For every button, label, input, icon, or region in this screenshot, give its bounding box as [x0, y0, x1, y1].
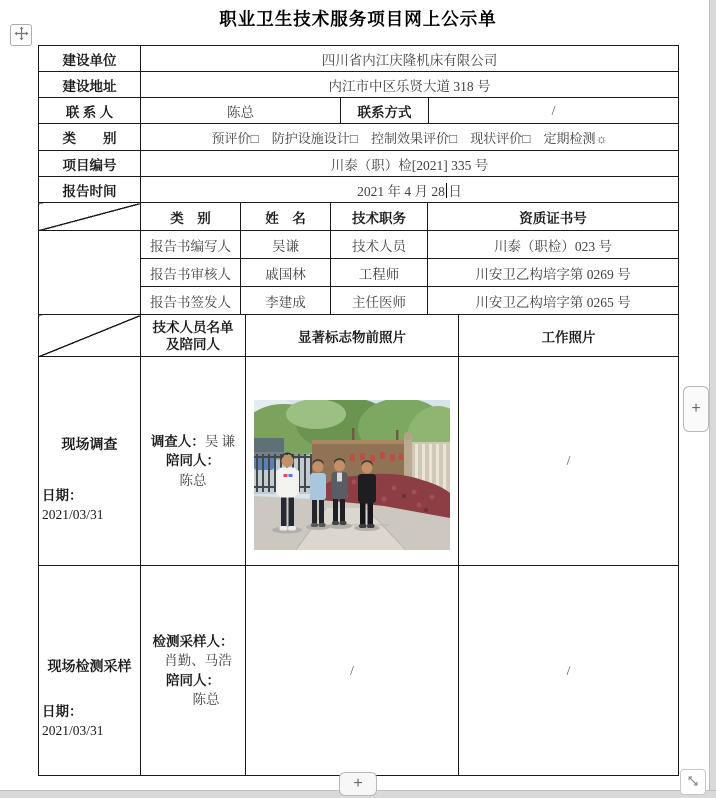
- add-row-button[interactable]: +: [339, 772, 377, 796]
- table-move-handle[interactable]: [10, 24, 32, 46]
- empty-merged-cell: [39, 231, 141, 315]
- diagonal-header-cell: [39, 315, 141, 357]
- project-number-value: 川泰（职）检[2021] 335 号: [141, 151, 679, 177]
- personnel-role: 报告书审核人: [141, 259, 241, 287]
- project-number-label: 项目编号: [39, 151, 141, 177]
- checkbox-icon[interactable]: □: [449, 130, 457, 146]
- construction-address-value: 内江市中区乐贤大道 318 号: [141, 72, 679, 98]
- report-date-value[interactable]: 2021 年 4 月 28 日: [141, 177, 679, 203]
- checkbox-icon[interactable]: □: [349, 130, 358, 146]
- sampling-work-photo-value: /: [459, 566, 679, 776]
- publicity-form-table: [38, 45, 678, 776]
- table-row: [39, 151, 679, 177]
- personnel-section: [38, 202, 679, 315]
- table-row: [39, 98, 679, 124]
- category-option-protection-design: 防护设施设计□: [271, 130, 358, 146]
- site-visit-section: [38, 314, 679, 776]
- personnel-role: 报告书编写人: [141, 231, 241, 259]
- category-option-control-effect: 控制效果评价□: [371, 130, 457, 146]
- survey-work-photo-value: /: [459, 357, 679, 566]
- checkbox-icon[interactable]: □: [522, 130, 531, 146]
- table-row: [39, 203, 679, 231]
- sampling-people-cell: 检测采样人： 肖勤、马浩 陪同人： 陈总: [141, 566, 246, 776]
- table-row: [39, 357, 679, 566]
- table-row: [39, 315, 679, 357]
- landmark-photo-header: 显著标志物前照片: [246, 315, 459, 357]
- contact-person-label: 联 系 人: [39, 98, 141, 124]
- personnel-name: 戚国林: [241, 259, 331, 287]
- resize-icon: [686, 774, 700, 791]
- page-title: 职业卫生技术服务项目网上公示单: [219, 9, 497, 29]
- contact-method-value: /: [429, 98, 679, 124]
- table-row: [39, 231, 679, 259]
- diagonal-header-cell: [39, 203, 141, 231]
- landmark-photo-cell: [246, 357, 459, 566]
- construction-unit-label: 建设单位: [39, 46, 141, 72]
- add-column-button[interactable]: +: [683, 386, 709, 432]
- table-row: [39, 566, 679, 776]
- personnel-name: 李建成: [241, 287, 331, 315]
- contact-method-label: 联系方式: [341, 98, 429, 124]
- move-icon: [14, 26, 29, 44]
- construction-unit-value: 四川省内江庆隆机床有限公司: [141, 46, 679, 72]
- survey-date: 日期： 2021/03/31: [42, 488, 104, 522]
- sampling-label-cell: [39, 566, 141, 776]
- category-option-status-evaluation: 现状评价□: [470, 130, 531, 146]
- table-row: [39, 124, 679, 151]
- personnel-title: 技术人员: [331, 231, 428, 259]
- personnel-name-header: 姓 名: [241, 203, 331, 231]
- page-right-edge: [709, 0, 716, 798]
- personnel-role: 报告书签发人: [141, 287, 241, 315]
- personnel-certificate: 川安卫乙构培字第 0265 号: [428, 287, 679, 315]
- category-label: 类 别: [39, 124, 141, 151]
- basic-info-section: [38, 45, 679, 203]
- category-option-pre-evaluation: 预评价□: [211, 130, 259, 146]
- personnel-certificate-header: 资质证书号: [428, 203, 679, 231]
- table-resize-handle[interactable]: [680, 769, 706, 795]
- category-options: [141, 124, 679, 151]
- personnel-name: 吴谦: [241, 231, 331, 259]
- personnel-certificate: 川安卫乙构培字第 0269 号: [428, 259, 679, 287]
- sampling-name: 现场检测采样: [47, 659, 132, 675]
- checkbox-icon[interactable]: □: [250, 130, 259, 146]
- personnel-certificate: 川泰（职检）023 号: [428, 231, 679, 259]
- personnel-title-header: 技术职务: [331, 203, 428, 231]
- table-row: [39, 177, 679, 203]
- personnel-category-header: 类 别: [141, 203, 241, 231]
- table-row: [39, 46, 679, 72]
- sampling-date: 日期： 2021/03/31: [42, 703, 104, 738]
- construction-address-label: 建设地址: [39, 72, 141, 98]
- sampling-landmark-photo-value: /: [246, 566, 459, 776]
- personnel-title: 工程师: [331, 259, 428, 287]
- survey-name: 现场调查: [61, 438, 118, 453]
- checkbox-checked-icon[interactable]: ☼: [595, 130, 608, 146]
- survey-label-cell: [39, 357, 141, 566]
- work-photo-header: 工作照片: [459, 315, 679, 357]
- site-photo[interactable]: [254, 400, 450, 550]
- personnel-title: 主任医师: [331, 287, 428, 315]
- staff-list-header: 技术人员名单 及陪同人: [141, 315, 246, 357]
- category-option-periodic-testing: 定期检测☼: [543, 130, 608, 146]
- survey-people-cell: 调查人：吴 谦 陪同人： 陈总: [141, 357, 246, 566]
- report-date-label: 报告时间: [39, 177, 141, 203]
- contact-person-value: 陈总: [141, 98, 341, 124]
- table-row: [39, 72, 679, 98]
